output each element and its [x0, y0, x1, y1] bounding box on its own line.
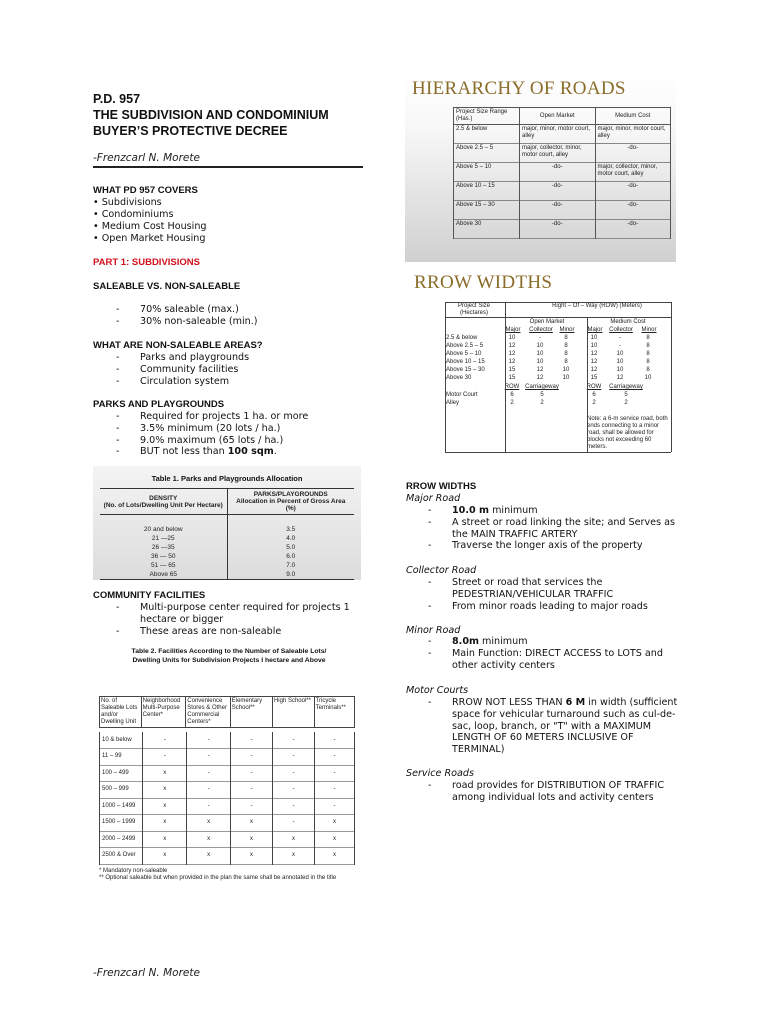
table-cell: -do-: [595, 182, 671, 201]
table-cell: x: [143, 815, 187, 832]
table-cell: 10: [562, 367, 570, 373]
table-cell: -do-: [595, 144, 671, 163]
table-cell: x: [143, 798, 187, 815]
table-cell: x: [231, 815, 273, 832]
table2: [99, 696, 355, 728]
list-item: - Parks and playgrounds: [116, 352, 366, 364]
table-cell: 4.0: [286, 535, 296, 542]
table-cell: 5: [624, 392, 628, 398]
table-cell: 26 —35: [100, 543, 227, 552]
table-cell: 8: [564, 359, 568, 365]
rrow-grid-line: [587, 317, 588, 452]
table-cell: 12: [536, 375, 544, 381]
table-cell: 10: [616, 367, 624, 373]
table-cell: -: [273, 749, 315, 766]
table-cell: 8: [564, 351, 568, 357]
table-cell: Above 30: [454, 220, 520, 239]
list-item-text: BUT not less than: [140, 446, 228, 458]
table-cell: 10: [590, 343, 598, 349]
table-cell: 15: [590, 375, 598, 381]
rrow-grid-line: [671, 302, 672, 452]
table-row: [100, 570, 354, 580]
rrow-subheader: Carriageway: [525, 384, 559, 390]
table-row: [100, 798, 355, 815]
rrow-grid-line: [505, 302, 506, 452]
table-row: [100, 543, 354, 552]
table-row: [100, 749, 355, 766]
table-cell: Above 10 – 15: [454, 182, 520, 201]
table-cell: 500 – 999: [100, 782, 143, 799]
nonsaleable-list: [116, 352, 366, 387]
hierarchy-image: [405, 74, 676, 262]
list-item: [428, 505, 678, 517]
author-byline: -Frenzcarl N. Morete: [93, 152, 200, 164]
table-cell: 51 — 65: [100, 561, 227, 570]
list-item: - Required for projects 1 ha. or more: [116, 411, 366, 423]
table-row: [100, 534, 354, 543]
table-cell: 8: [646, 335, 650, 341]
list-item-text: RROW NOT LESS THAN: [452, 697, 566, 708]
table-cell: 10: [536, 359, 544, 365]
table2-header: Convenience Stores & Other Commercial Centers*: [186, 697, 230, 728]
table1: [100, 488, 354, 580]
table-cell: major, collector, minor, motor court, alley: [595, 163, 671, 182]
table-cell: -: [273, 732, 315, 749]
table-row: [454, 201, 671, 220]
rrow-image: [405, 268, 676, 460]
table-cell: -: [619, 343, 621, 349]
list-item: - road provides for DISTRIBUTION OF TRAFFIC among individual lots and activity centers: [428, 780, 678, 804]
table-cell: 8: [564, 335, 568, 341]
table1-header-parks: PARKS/PLAYGROUNDS Allocation in Percent of Gross Area (%): [236, 491, 346, 512]
list-item-bold: 8.0m: [452, 636, 479, 647]
table1-title: Table 1. Parks and Playgrounds Allocation: [151, 474, 303, 483]
table-row: [100, 732, 355, 749]
table-cell: 15: [508, 367, 516, 373]
rrow-subheader: ROW: [586, 384, 602, 390]
table-cell: 10: [616, 351, 624, 357]
table-cell: 12: [590, 359, 598, 365]
table-cell: 10: [644, 375, 652, 381]
nonsaleable-heading: WHAT ARE NON-SALEABLE AREAS?: [93, 340, 263, 351]
title-line-3: BUYER’S PROTECTIVE DECREE: [93, 124, 288, 138]
table-cell: Above 15 – 30: [446, 367, 485, 373]
table-cell: -: [187, 749, 231, 766]
table-cell: 2500 & Over: [100, 848, 143, 865]
covers-heading: WHAT PD 957 COVERS: [93, 185, 198, 196]
table2-header: Elementary School**: [230, 697, 272, 728]
table-cell: x: [314, 831, 354, 848]
list-item: - Circulation system: [116, 376, 366, 388]
rrow-grid-line: [445, 302, 446, 452]
table-cell: x: [273, 848, 315, 865]
rrow-grid-line: [445, 317, 671, 318]
collector-road-label: Collector Road: [406, 565, 477, 576]
table-row: [100, 525, 354, 534]
table2-note-2: ** Optional saleable but when provided in the plan the same shall be annotated in the title: [99, 875, 337, 881]
table-cell: 8: [564, 343, 568, 349]
title-line-2: THE SUBDIVISION AND CONDOMINIUM: [93, 108, 329, 122]
table-cell: -: [187, 782, 231, 799]
saleable-list: [116, 304, 366, 328]
hierarchy-rows: [453, 107, 671, 239]
list-item: - From minor roads leading to major roads: [428, 601, 678, 613]
table-cell: x: [187, 815, 231, 832]
table-row: [100, 815, 355, 832]
table-cell: -: [231, 749, 273, 766]
rrow-title: RROW WIDTHS: [414, 272, 553, 293]
table-cell: -: [273, 782, 315, 799]
list-item: - 70% saleable (max.): [116, 304, 366, 316]
table-row: [454, 144, 671, 163]
table-cell: major, minor, motor court, alley: [595, 125, 671, 144]
rrow-header-row: Right – Of – Way (ROW) (Meters): [552, 303, 642, 309]
rrow-header-size: Project Size (Hectares): [457, 303, 490, 316]
table-cell: -: [619, 335, 621, 341]
table-cell: x: [187, 848, 231, 865]
list-item-suffix: in width (sufficient space for vehicular turnaround such as cul-de-sac, loop, branch, or "T" with a MAXIMUM LENGTH OF 60 METERS INCLUSIVE OF TERMINAL): [452, 697, 678, 756]
collector-road-list: [428, 577, 678, 612]
table-cell: Above 5 – 10: [446, 351, 482, 357]
list-item-suffix: .: [273, 446, 277, 458]
footer-author: -Frenzcarl N. Morete: [93, 967, 200, 979]
table-cell: 2: [510, 400, 514, 406]
community-list: [116, 602, 366, 637]
covers-list: [93, 197, 207, 245]
table-cell: x: [143, 765, 187, 782]
table-row: [100, 552, 354, 561]
service-roads-list: [428, 780, 678, 804]
table-cell: Above 5 – 10: [454, 163, 520, 182]
table-cell: Above 2.5 – 5: [454, 144, 520, 163]
table-header: Project Size Range (Has.): [454, 108, 520, 125]
title-line-1: P.D. 957: [93, 92, 141, 106]
rrow-subheader: Collector: [529, 327, 553, 333]
list-item: • Condominiums: [93, 209, 174, 220]
table-cell: 12: [590, 367, 598, 373]
table-cell: 12: [590, 351, 598, 357]
table-cell: -: [273, 765, 315, 782]
rrow-grid-line: [445, 452, 671, 453]
table-cell: 12: [616, 375, 624, 381]
community-heading: COMMUNITY FACILITIES: [93, 590, 206, 601]
rrow-note: Note: a 6-m service road, both ends connecting to a minor road, shall be allowed for blocks not exceeding 60 meters.: [587, 416, 668, 450]
table-cell: major, minor, motor court, alley: [520, 125, 595, 144]
service-roads-label: Service Roads: [406, 768, 475, 779]
table-cell: Above 65: [100, 570, 227, 580]
list-item-bold: 100 sqm: [227, 446, 274, 458]
table-cell: -do-: [595, 201, 671, 220]
table-cell: 10: [562, 375, 570, 381]
table2-header: Neighborhood Multi-Purpose Center*: [141, 697, 186, 728]
table-cell: -: [187, 798, 231, 815]
table-cell: -: [231, 765, 273, 782]
table-cell: x: [314, 848, 354, 865]
table-header: Medium Cost: [595, 108, 671, 125]
list-item: - 30% non-saleable (min.): [116, 316, 366, 328]
table2-header: No. of Saleable Lots and/or Dwelling Unit: [100, 697, 142, 728]
table-cell: 10: [616, 359, 624, 365]
rrow-subheader: Collector: [609, 327, 633, 333]
table-cell: Above 10 – 15: [446, 359, 485, 365]
table-cell: 8: [646, 367, 650, 373]
table-cell: 5.0: [286, 544, 296, 551]
minor-road-list: [428, 636, 678, 671]
table-cell: x: [187, 831, 231, 848]
table-row: [454, 163, 671, 182]
table-row: [100, 831, 355, 848]
rrow-subheader: Major: [587, 327, 603, 333]
table-cell: -do-: [520, 220, 595, 239]
table2-header: High School**: [272, 697, 314, 728]
table-cell: -do-: [520, 201, 595, 220]
table1-image: [93, 466, 361, 580]
table-row: [454, 125, 671, 144]
table-cell: -do-: [520, 163, 595, 182]
table-cell: -do-: [520, 182, 595, 201]
table2-note-1: * Mandatory non-saleable: [99, 868, 168, 874]
rrow-grid-line: [445, 302, 671, 303]
table2-header: Tricycle Terminals**: [314, 697, 354, 728]
table-cell: -: [231, 782, 273, 799]
table-cell: 2: [592, 400, 596, 406]
table-header-row: [454, 108, 671, 125]
table-cell: -: [187, 765, 231, 782]
table-cell: 6.0: [286, 553, 296, 560]
table-cell: -: [143, 732, 187, 749]
parks-heading: PARKS AND PLAYGROUNDS: [93, 399, 225, 410]
rrow-subheader: Minor: [559, 327, 575, 333]
table-cell: x: [231, 848, 273, 865]
table-cell: 10: [590, 335, 598, 341]
rrow-header-open: Open Market: [529, 319, 565, 325]
list-item: - Multi-purpose center required for projects 1 hectare or bigger: [116, 602, 366, 626]
table-cell: x: [143, 831, 187, 848]
list-item: - Traverse the longer axis of the property: [428, 540, 678, 552]
table-cell: 1000 – 1499: [100, 798, 143, 815]
table-cell: 3.5: [286, 526, 296, 533]
table-cell: major, collector, minor, motor court, alley: [520, 144, 595, 163]
table-cell: x: [273, 831, 315, 848]
table-cell: x: [143, 848, 187, 865]
table-cell: 2000 – 2499: [100, 831, 143, 848]
hierarchy-table: [453, 107, 671, 239]
table-cell: -: [273, 798, 315, 815]
table-cell: -: [314, 749, 354, 766]
table-cell: -: [231, 732, 273, 749]
table-cell: -: [314, 765, 354, 782]
rrow-header-medium: Medium Cost: [610, 319, 646, 325]
table-cell: 7.0: [286, 562, 296, 569]
table-cell: 1500 – 1999: [100, 815, 143, 832]
list-item: [428, 636, 678, 648]
hierarchy-title: HIERARCHY OF ROADS: [412, 78, 626, 99]
table-cell: -do-: [595, 220, 671, 239]
table-cell: 36 — 50: [100, 552, 227, 561]
table2-image: [93, 646, 361, 894]
table-cell: 11 – 99: [100, 749, 143, 766]
table-cell: 2.5 & below: [446, 335, 478, 341]
table-cell: -: [231, 798, 273, 815]
list-item: - 9.0% maximum (65 lots / ha.): [116, 435, 366, 447]
list-item: - These areas are non-saleable: [116, 626, 366, 638]
list-item-text: minimum: [479, 636, 528, 647]
table-row: [454, 182, 671, 201]
table-cell: 2.5 & below: [454, 125, 520, 144]
table-cell: -: [539, 335, 541, 341]
table-cell: 100 – 499: [100, 765, 143, 782]
motor-courts-list: [428, 697, 678, 756]
table-row: [100, 561, 354, 570]
table-cell: -: [314, 782, 354, 799]
table-cell: x: [314, 815, 354, 832]
major-road-list: [428, 505, 678, 552]
table-cell: x: [143, 782, 187, 799]
table1-header-density: DENSITY (No. of Lots/Dwelling Unit Per Hectare): [100, 489, 227, 515]
table-cell: 9.0: [286, 571, 296, 578]
table-cell: Motor Court: [446, 392, 478, 398]
list-item: - Main Function: DIRECT ACCESS to LOTS and other activity centers: [428, 648, 678, 672]
table2-body: [99, 732, 355, 865]
rrow-subheader: Major: [505, 327, 521, 333]
table-cell: -: [187, 732, 231, 749]
table-cell: 6: [510, 392, 514, 398]
table-cell: -: [314, 798, 354, 815]
table-cell: 12: [508, 343, 516, 349]
table-cell: -: [314, 732, 354, 749]
list-item-text: minimum: [489, 505, 538, 516]
table-cell: Above 2.5 – 5: [446, 343, 484, 349]
rrow-subheader: ROW: [504, 384, 520, 390]
rrow-subheader: Carriageway: [609, 384, 643, 390]
list-item: - Community facilities: [116, 364, 366, 376]
table-cell: 10 & below: [100, 732, 143, 749]
table-cell: 8: [646, 359, 650, 365]
major-road-label: Major Road: [406, 493, 461, 504]
parks-list: [116, 411, 366, 458]
table2-rows: [99, 732, 355, 865]
table-cell: 10: [508, 335, 516, 341]
motor-courts-label: Motor Courts: [406, 685, 469, 696]
list-item: - A street or road linking the site; and Serves as the MAIN TRAFFIC ARTERY: [428, 517, 678, 541]
rrow-heading: RROW WIDTHS: [406, 481, 477, 492]
table-row: [100, 765, 355, 782]
table-cell: 6: [592, 392, 596, 398]
table-cell: 12: [508, 351, 516, 357]
table2-title: Table 2. Facilities According to the Number of Saleable Lots/ Dwelling Units for Subdivision Projects I hectare and Above: [131, 648, 327, 664]
table-cell: 5: [540, 392, 544, 398]
rrow-table: [445, 302, 673, 454]
table-cell: Alley: [446, 400, 460, 406]
table-cell: -: [273, 815, 315, 832]
list-item: • Open Market Housing: [93, 233, 206, 244]
table-cell: Above 15 – 30: [454, 201, 520, 220]
table-cell: 20 and below: [100, 525, 227, 534]
table-cell: -: [143, 749, 187, 766]
table-cell: x: [231, 831, 273, 848]
table-row: [100, 782, 355, 799]
saleable-heading: SALEABLE VS. NON-SALEABLE: [93, 281, 241, 292]
list-item-bold: 6 M: [565, 697, 586, 708]
list-item: • Subdivisions: [93, 197, 162, 208]
title-divider: [93, 166, 363, 168]
minor-road-label: Minor Road: [406, 625, 461, 636]
list-item: [428, 697, 678, 756]
table-cell: 15: [508, 375, 516, 381]
table-cell: 8: [646, 351, 650, 357]
table-cell: 21 —25: [100, 534, 227, 543]
list-item: - Street or road that services the PEDESTRIAN/VEHICULAR TRAFFIC: [428, 577, 678, 601]
rrow-subheader: Minor: [641, 327, 657, 333]
document-title: [93, 91, 383, 139]
table-cell: Above 30: [446, 375, 472, 381]
list-item-bold: 10.0 m: [452, 505, 490, 516]
table-cell: 12: [536, 367, 544, 373]
table-cell: 2: [624, 400, 628, 406]
table-cell: 10: [536, 351, 544, 357]
table-cell: 8: [646, 343, 650, 349]
list-item: [116, 446, 366, 458]
part-heading: PART 1: SUBDIVISIONS: [93, 257, 200, 268]
table-row: [100, 848, 355, 865]
table-header: Open Market: [520, 108, 595, 125]
table-cell: 10: [536, 343, 544, 349]
table-row: [454, 220, 671, 239]
list-item: • Medium Cost Housing: [93, 221, 207, 232]
list-item: - 3.5% minimum (20 lots / ha.): [116, 423, 366, 435]
table-cell: 2: [540, 400, 544, 406]
table-cell: 12: [508, 359, 516, 365]
